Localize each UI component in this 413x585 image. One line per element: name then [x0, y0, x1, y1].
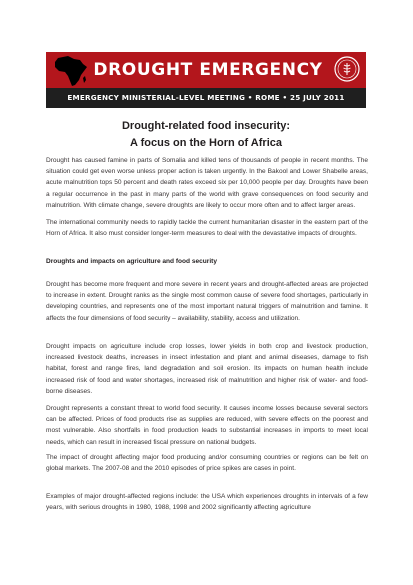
- banner-title-area: [46, 52, 366, 88]
- paragraph-food-security-threat: Drought represents a constant threat to world food security. It causes income losses because several sectors can be affected. Prices of food products rise as supplies are reduced, with severe effects on the poorest and most vulnerable. Also shortfalls in food production leads to substantial increases in imports to meet local needs, which can result in increased fiscal pressure on national budgets.: [46, 405, 368, 446]
- paragraph-examples: Examples of major drought-affected regions include: the USA which experiences droughts in intervals of a few years, with serious droughts in 1980, 1988, 1998 and 2002 significantly affecting agriculture: [46, 493, 368, 512]
- paragraph-global-markets: The impact of drought affecting major food producing and/or consuming countries or regions can be felt on global markets. The 2007-08 and the 2010 episodes of price spikes are cases in point.: [46, 454, 368, 473]
- banner-subtitle: EMERGENCY MINISTERIAL-LEVEL MEETING • ROME • 25 JULY 2011: [46, 88, 366, 108]
- paragraph-drought-frequency: Drought has become more frequent and more severe in recent years and drought-affected areas are projected to increase in extent. Drought ranks as the single most common cause of severe food shortages, particularly in developing countries, and represents one of the most important natural triggers of malnutrition and famine. It affects the four dimensions of food security – availability, stability, access and utilization.: [46, 281, 368, 322]
- document-title-line-1: Drought-related food insecurity:: [121, 120, 291, 132]
- paragraph-intro: Drought has caused famine in parts of Somalia and killed tens of thousands of people in recent months. The situation could get even worse unless proper action is taken urgently. In the Bakool and Lower Shabelle areas, acute malnutrition tops 50 percent and death rates exceed six per 10,000 people per day. Droughts have been a regular occurrence in the past in many parts of the world with grave consequences on food security and malnutrition. With climate change, severe droughts are likely to occur more often and to affect larger areas.: [46, 157, 368, 209]
- drought-emergency-banner: [46, 52, 366, 108]
- paragraph-agriculture-impacts: Drought impacts on agriculture include crop losses, lower yields in both crop and livestock production, increased livestock deaths, increases in insect infestation and plant and animal diseases, damage to fish habitat, forest and range fires, land degradation and soil erosion. Its impacts on human health include increased risk of food and water shortages, increased risk of malnutrition and higher risk of water- and food-borne diseases.: [46, 343, 368, 395]
- paragraph-international-community: The international community needs to rapidly tackle the current humanitarian disaster in the eastern part of the Horn of Africa. It also must consider longer-term measures to deal with the devastative impacts of droughts.: [46, 219, 368, 238]
- section-heading: Droughts and impacts on agriculture and food security: [46, 258, 217, 265]
- fao-logo-icon: [334, 56, 360, 82]
- document-title-line-2: A focus on the Horn of Africa: [130, 137, 282, 149]
- banner-title: DROUGHT EMERGENCY: [93, 60, 323, 80]
- africa-map-icon: [50, 54, 90, 88]
